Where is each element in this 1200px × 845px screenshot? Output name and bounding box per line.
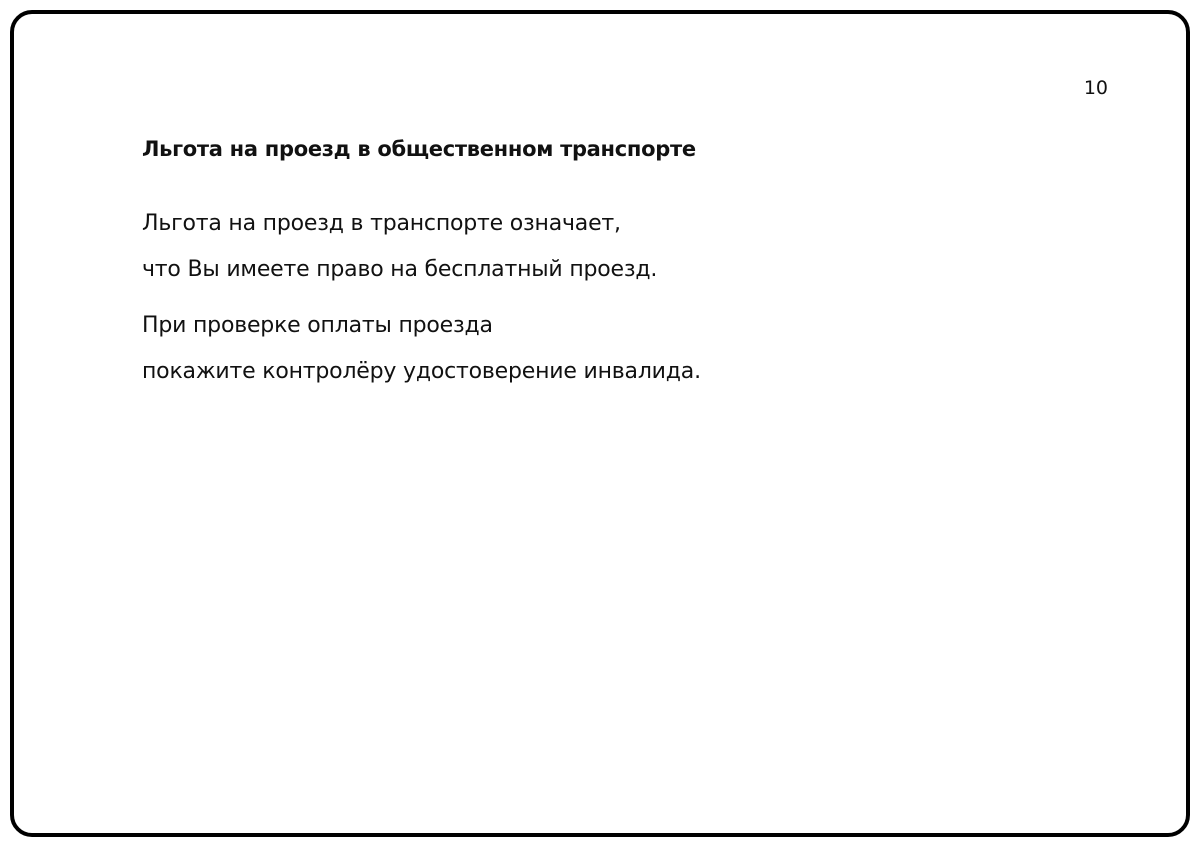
- text-line: что Вы имеете право на бесплатный проезд.: [142, 257, 658, 282]
- text-line: покажите контролёру удостоверение инвалида.: [142, 359, 701, 384]
- document-page: [10, 10, 1190, 837]
- paragraph-benefit-meaning: [142, 201, 657, 293]
- text-line: Льгота на проезд в транспорте означает,: [142, 211, 621, 236]
- page-heading: Льгота на проезд в общественном транспорте: [142, 137, 696, 161]
- paragraph-ticket-check: [142, 303, 701, 395]
- page-number: 10: [1083, 77, 1108, 99]
- text-line: При проверке оплаты проезда: [142, 313, 493, 338]
